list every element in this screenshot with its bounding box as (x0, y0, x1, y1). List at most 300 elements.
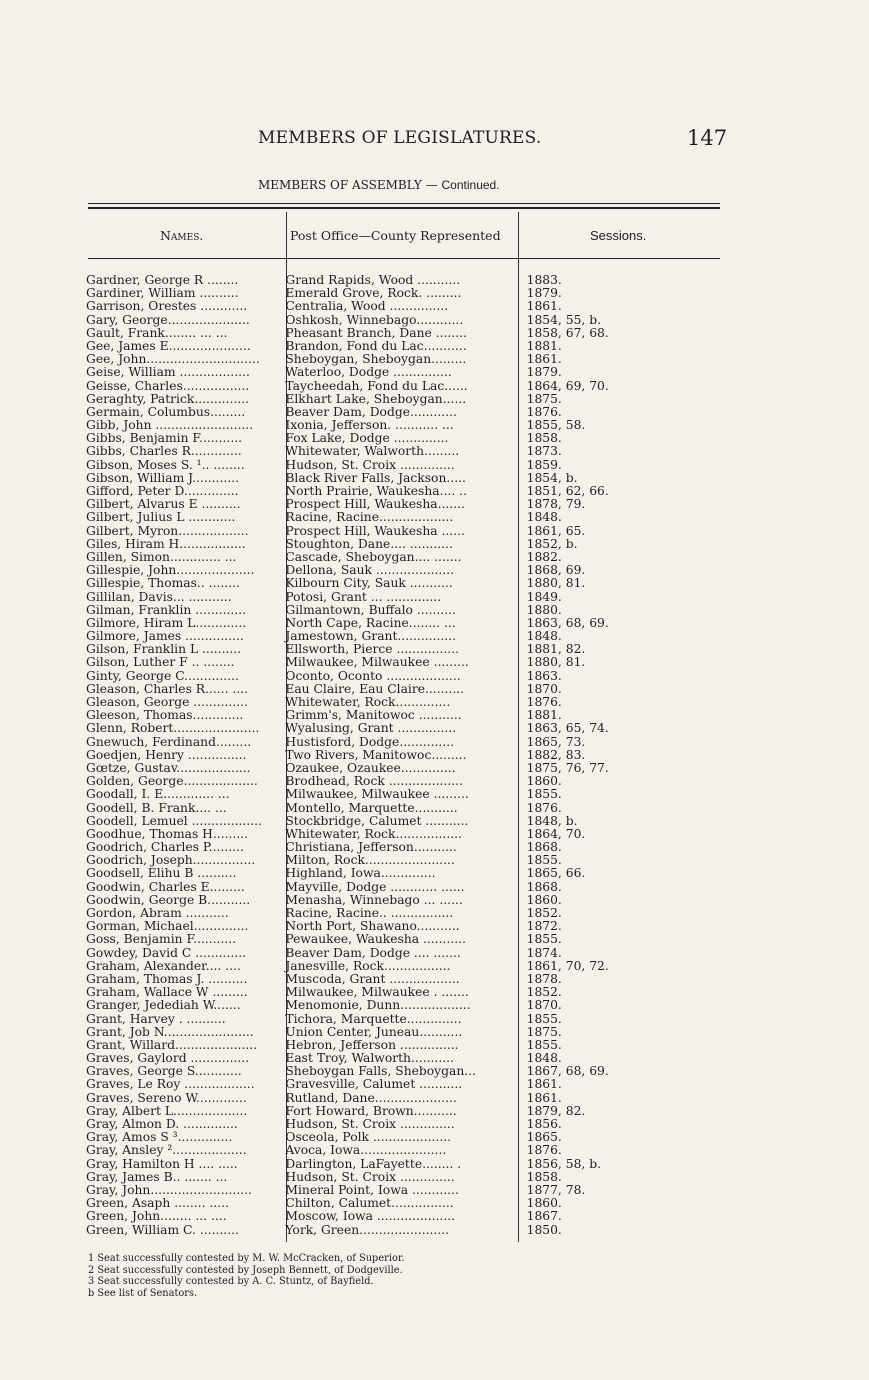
table-row (86, 380, 726, 393)
sessions-cell: 1876. (526, 696, 562, 709)
table-row (86, 683, 726, 696)
post-office-county: Whitewater, Rock.............. (285, 696, 451, 709)
member-name: Gleason, George .............. (86, 696, 248, 709)
post-office-county: North Cape, Racine........ ... (285, 616, 456, 630)
table-row (86, 762, 726, 775)
footnote: b See list of Senators. (88, 1287, 198, 1299)
table-row (86, 485, 726, 498)
sessions-cell: 1848. (526, 511, 562, 525)
member-name: Gibson, Moses S. ¹.. ........ (86, 458, 245, 472)
sessions-cell: 1876. (526, 405, 562, 419)
sessions-cell: 1855. (526, 933, 562, 947)
post-office-county: Brodhead, Rock ................... (285, 775, 463, 789)
member-name: Gifford, Peter D.............. (86, 485, 239, 498)
member-name: Giles, Hiram H................. (86, 537, 246, 551)
sessions-cell: 1873. (526, 445, 562, 459)
table-row (86, 656, 726, 669)
post-office-county: Waterloo, Dodge ............... (285, 366, 452, 380)
table-row (86, 999, 726, 1012)
sessions-cell: 1854, 55, b. (526, 313, 601, 327)
sessions-cell: 1861. (526, 300, 562, 314)
table-row (86, 920, 726, 933)
member-name: Gillen, Simon............. ... (86, 550, 237, 564)
sessions-cell: 1864, 70. (526, 827, 586, 841)
post-office-county: Milwaukee, Milwaukee ......... (285, 788, 469, 802)
sessions-cell: 1879, 82. (526, 1104, 586, 1118)
member-name: Gilmore, Hiram L............. (86, 616, 247, 630)
sessions-cell: 1882, 83. (526, 748, 586, 762)
member-name: Green, William C. .......... (86, 1223, 239, 1237)
post-office-county: Darlington, LaFayette........ . (285, 1157, 462, 1171)
table-row (86, 696, 726, 709)
post-office-county: Muscoda, Grant .................. (285, 972, 460, 986)
table-row (86, 459, 726, 472)
member-name: Green, John........ ... .... (86, 1210, 227, 1224)
member-name: Gillespie, John.................... (86, 564, 255, 578)
post-office-county: Hudson, St. Croix .............. (285, 458, 455, 472)
member-name: Graham, Thomas J. .......... (86, 972, 248, 986)
post-office-county: Jamestown, Grant............... (285, 630, 457, 644)
sessions-cell: 1876. (526, 1144, 562, 1158)
table-row (86, 564, 726, 577)
member-name: Grant, Job N....................... (86, 1025, 254, 1039)
member-name: Green, Asaph ........ ..... (86, 1197, 229, 1211)
post-office-county: Sheboygan, Sheboygan......... (285, 353, 467, 367)
post-office-county: Brandon, Fond du Lac........... (285, 339, 467, 353)
post-office-county: Racine, Racine................... (285, 511, 454, 525)
table-row (86, 1026, 726, 1039)
table-row (86, 274, 726, 287)
table-row (86, 1171, 726, 1184)
sessions-cell: 1861, 70, 72. (526, 959, 609, 973)
header-bottom-rule (88, 258, 720, 259)
table-row (86, 1105, 726, 1118)
table-row (86, 353, 726, 366)
table-row (86, 1158, 726, 1171)
table-row (86, 1210, 726, 1223)
post-office-county: Beaver Dam, Dodge............ (285, 405, 457, 419)
sessions-cell: 1850. (526, 1223, 562, 1237)
post-office-county: Two Rivers, Manitowoc......... (285, 748, 467, 762)
sessions-cell: 1867, 68, 69. (526, 1065, 609, 1079)
table-row (86, 960, 726, 973)
post-office-county: Dellona, Sauk .................... (285, 564, 455, 578)
post-office-county: Hudson, St. Croix .............. (285, 1118, 455, 1131)
top-rule-1 (88, 203, 720, 204)
post-office-county: Gilmantown, Buffalo .......... (285, 603, 456, 617)
post-office-county: Christiana, Jefferson........... (285, 841, 457, 855)
member-name: Graves, Le Roy .................. (86, 1078, 255, 1092)
post-office-county: Rutland, Dane..................... (285, 1091, 457, 1105)
table-row (86, 538, 726, 551)
post-office-county: Eau Claire, Eau Claire.......... (285, 682, 465, 696)
member-name: Gillespie, Thomas.. ........ (86, 577, 240, 591)
table-row (86, 604, 726, 617)
member-name: Geraghty, Patrick.............. (86, 392, 250, 406)
post-office-county: Oshkosh, Winnebago............ (285, 313, 464, 327)
section-subtitle (258, 178, 500, 192)
sessions-cell: 1849. (526, 590, 562, 604)
table-row (86, 327, 726, 340)
member-name: Gibson, William J............ (86, 471, 240, 485)
member-name: Graves, Sereno W............. (86, 1091, 247, 1105)
member-name: Goodell, Lemuel .................. (86, 814, 262, 828)
sessions-cell: 1854, b. (526, 471, 578, 485)
table-row (86, 1118, 726, 1131)
sessions-cell: 1859. (526, 458, 562, 472)
table-row (86, 815, 726, 828)
post-office-county: Prospect Hill, Waukesha....... (285, 498, 465, 512)
member-name: Granger, Jedediah W....... (86, 999, 241, 1013)
table-row (86, 1224, 726, 1237)
post-office-county: Cascade, Sheboygan.... ....... (285, 550, 462, 564)
sessions-cell: 1851, 62, 66. (526, 485, 609, 498)
table-row (86, 393, 726, 406)
sessions-cell: 1860. (526, 775, 562, 789)
post-office-county: Kilbourn City, Sauk ........... (285, 577, 453, 591)
member-name: Gillilan, Davis... ........... (86, 590, 232, 604)
member-name: Goss, Benjamin F........... (86, 933, 237, 947)
table-row (86, 881, 726, 894)
member-name: Goedjen, Henry ............... (86, 748, 247, 762)
post-office-county: Osceola, Polk .................... (285, 1131, 452, 1145)
post-office-county: Pewaukee, Waukesha ........... (285, 933, 466, 947)
member-name: Gardiner, William .......... (86, 287, 239, 301)
post-office-county: Mayville, Dodge ............ ...... (285, 880, 465, 894)
table-row (86, 445, 726, 458)
post-office-county: Gravesville, Calumet ........... (285, 1078, 463, 1092)
member-name: Gray, Albert L................... (86, 1104, 248, 1118)
table-row (86, 300, 726, 313)
sessions-cell: 1865. (526, 1131, 562, 1145)
post-office-county: Stoughton, Dane.... ........... (285, 537, 453, 551)
sessions-cell: 1880. (526, 603, 562, 617)
member-name: Graham, Wallace W ......... (86, 986, 248, 1000)
post-office-county: Avoca, Iowa...................... (285, 1144, 447, 1158)
table-row (86, 854, 726, 867)
sessions-cell: 1855. (526, 1038, 562, 1052)
member-name: Gleason, Charles R...... .... (86, 682, 249, 696)
member-name: Gray, Amos S ³.............. (86, 1131, 233, 1145)
member-name: Gee, James E..................... (86, 339, 251, 353)
column-header-sessions: Sessions. (590, 228, 647, 243)
table-row (86, 933, 726, 946)
post-office-county: North Port, Shawano........... (285, 920, 460, 934)
member-name: Gorman, Michael.............. (86, 920, 249, 934)
table-row (86, 617, 726, 630)
post-office-county: Milwaukee, Milwaukee . ....... (285, 986, 469, 1000)
member-name: Gilson, Franklin L .......... (86, 643, 242, 657)
member-name: Graves, Gaylord ............... (86, 1052, 250, 1066)
member-name: Goodrich, Charles P......... (86, 841, 244, 855)
table-row (86, 525, 726, 538)
member-name: Gilbert, Myron.................. (86, 524, 249, 538)
sessions-cell: 1860. (526, 1197, 562, 1211)
post-office-county: Ellsworth, Pierce ................ (285, 643, 459, 657)
table-row (86, 314, 726, 327)
post-office-county: Whitewater, Walworth......... (285, 445, 460, 459)
sessions-cell: 1861, 65. (526, 524, 586, 538)
member-name: Gray, Ansley ²................... (86, 1144, 247, 1158)
post-office-county: Pheasant Branch, Dane ........ (285, 326, 467, 340)
sessions-cell: 1848. (526, 1052, 562, 1066)
sessions-cell: 1855. (526, 788, 562, 802)
sessions-cell: 1882. (526, 550, 562, 564)
table-row (86, 287, 726, 300)
sessions-cell: 1860. (526, 893, 562, 907)
post-office-county: Moscow, Iowa .................... (285, 1210, 456, 1224)
post-office-county: Beaver Dam, Dodge .... ....... (285, 946, 461, 960)
sessions-cell: 1876. (526, 801, 562, 815)
post-office-county: Whitewater, Rock................. (285, 827, 462, 841)
member-name: Grant, Harvey . .......... (86, 1012, 226, 1026)
sessions-cell: 1883. (526, 274, 562, 287)
member-name: Goodall, I. E............. ... (86, 788, 230, 802)
post-office-county: Sheboygan Falls, Sheboygan... (285, 1065, 476, 1079)
post-office-county: Menomonie, Dunn.................. (285, 999, 471, 1013)
sessions-cell: 1875. (526, 1025, 562, 1039)
table-row (86, 907, 726, 920)
table-row (86, 340, 726, 353)
table-row (86, 867, 726, 880)
sessions-cell: 1881. (526, 339, 562, 353)
member-name: Gnewuch, Ferdinand......... (86, 735, 252, 749)
post-office-county: Mineral Point, Iowa ............ (285, 1183, 459, 1197)
table-row (86, 591, 726, 604)
footnote: 2 Seat successfully contested by Joseph Bennett, of Dodgeville. (88, 1264, 403, 1276)
table-row (86, 973, 726, 986)
member-name: Gilson, Luther F .. ........ (86, 656, 235, 670)
post-office-county: Racine, Racine.. ................ (285, 907, 454, 920)
table-row (86, 577, 726, 590)
sessions-cell: 1855, 58. (526, 419, 586, 433)
table-row (86, 432, 726, 445)
member-name: Gilbert, Alvarus E .......... (86, 498, 241, 512)
sessions-cell: 1868, 69. (526, 564, 586, 578)
member-name: Geisse, Charles................. (86, 379, 250, 393)
member-name: Golden, George................... (86, 775, 258, 789)
post-office-county: Black River Falls, Jackson..... (285, 471, 466, 485)
sessions-cell: 1870. (526, 999, 562, 1013)
sessions-cell: 1874. (526, 946, 562, 960)
sessions-cell: 1875, 76, 77. (526, 761, 609, 775)
member-name: Germain, Columbus......... (86, 405, 246, 419)
post-office-county: Wyalusing, Grant ............... (285, 722, 457, 736)
member-name: Gordon, Abram ........... (86, 907, 229, 920)
member-name: Gardner, George R ........ (86, 274, 239, 287)
sessions-cell: 1855. (526, 1012, 562, 1026)
post-office-county: Prospect Hill, Waukesha ...... (285, 524, 465, 538)
sessions-cell: 1865, 66. (526, 867, 586, 881)
sessions-cell: 1881. (526, 709, 562, 723)
sessions-cell: 1879. (526, 366, 562, 380)
member-name: Graves, George S............ (86, 1065, 242, 1079)
sessions-cell: 1858. (526, 432, 562, 446)
post-office-county: Fort Howard, Brown........... (285, 1104, 457, 1118)
column-header-names: Names. (160, 228, 204, 243)
footnotes (88, 1253, 405, 1299)
post-office-county: Ozaukee, Ozaukee.............. (285, 761, 456, 775)
subtitle-main: MEMBERS OF ASSEMBLY — (258, 178, 438, 192)
member-name: Graham, Alexander.... .... (86, 959, 241, 973)
sessions-cell: 1852. (526, 907, 562, 920)
sessions-cell: 1858, 67, 68. (526, 326, 609, 340)
table-row (86, 947, 726, 960)
member-name: Gibbs, Benjamin F........... (86, 432, 243, 446)
table-row (86, 1013, 726, 1026)
post-office-county: York, Green....................... (285, 1223, 450, 1237)
top-rule-2 (88, 207, 720, 209)
table-row (86, 472, 726, 485)
sessions-cell: 1848, b. (526, 814, 578, 828)
sessions-cell: 1863, 65, 74. (526, 722, 609, 736)
member-name: Gray, Hamilton H .... ..... (86, 1157, 238, 1171)
member-name: Garrison, Orestes ............ (86, 300, 248, 314)
table-row (86, 1078, 726, 1091)
page-number: 147 (687, 126, 728, 150)
post-office-county: Highland, Iowa.............. (285, 867, 436, 881)
table-row (86, 511, 726, 524)
member-name: Gœtze, Gustav................... (86, 761, 251, 775)
member-name: Gray, Almon D. .............. (86, 1118, 238, 1131)
table-row (86, 788, 726, 801)
sessions-cell: 1848. (526, 630, 562, 644)
table-row (86, 498, 726, 511)
table-row (86, 1144, 726, 1157)
sessions-cell: 1855. (526, 854, 562, 868)
post-office-county: Chilton, Calumet................ (285, 1197, 454, 1211)
table-row (86, 1092, 726, 1105)
member-name: Gee, John............................. (86, 353, 260, 367)
post-office-county: Taycheedah, Fond du Lac...... (285, 379, 468, 393)
member-name: Grant, Willard..................... (86, 1038, 258, 1052)
sessions-cell: 1858. (526, 1170, 562, 1184)
sessions-cell: 1852. (526, 986, 562, 1000)
member-name: Goodsell, Elihu B .......... (86, 867, 237, 881)
table-row (86, 406, 726, 419)
table-row (86, 709, 726, 722)
sessions-cell: 1861. (526, 1078, 562, 1092)
member-name: Goodrich, Joseph................ (86, 854, 256, 868)
sessions-cell: 1867. (526, 1210, 562, 1224)
table-row (86, 1131, 726, 1144)
post-office-county: Montello, Marquette........... (285, 801, 458, 815)
post-office-county: Menasha, Winnebago ... ...... (285, 893, 463, 907)
post-office-county: Potosi, Grant ... .............. (285, 590, 442, 604)
post-office-county: Stockbridge, Calumet ........... (285, 814, 469, 828)
member-name: Goodwin, George B........... (86, 893, 251, 907)
post-office-county: Hebron, Jefferson ............... (285, 1038, 459, 1052)
member-name: Gilmore, James ............... (86, 630, 244, 644)
sessions-cell: 1863, 68, 69. (526, 616, 609, 630)
table-row (86, 1197, 726, 1210)
sessions-cell: 1878. (526, 972, 562, 986)
sessions-cell: 1878, 79. (526, 498, 586, 512)
post-office-county: Elkhart Lake, Sheboygan...... (285, 392, 467, 406)
member-name: Gary, George..................... (86, 313, 250, 327)
post-office-county: Hustisford, Dodge.............. (285, 735, 455, 749)
sessions-cell: 1856, 58, b. (526, 1157, 601, 1171)
post-office-county: Grand Rapids, Wood ........... (285, 274, 461, 287)
table-row (86, 749, 726, 762)
member-name: Gilman, Franklin ............. (86, 603, 247, 617)
footnote: 1 Seat successfully contested by M. W. McCracken, of Superior. (88, 1253, 405, 1264)
sessions-cell: 1872. (526, 920, 562, 934)
footnote: 3 Seat successfully contested by A. C. Stuntz, of Bayfield. (88, 1276, 374, 1288)
post-office-county: Fox Lake, Dodge .............. (285, 432, 449, 446)
table-row (86, 894, 726, 907)
table-row (86, 670, 726, 683)
table-row (86, 841, 726, 854)
member-name: Gilbert, Julius L ............ (86, 511, 236, 525)
sessions-cell: 1880, 81. (526, 577, 586, 591)
sessions-cell: 1868. (526, 841, 562, 855)
post-office-county: Grimm's, Manitowoc ........... (285, 709, 462, 723)
post-office-county: Union Center, Juneau........... (285, 1025, 463, 1039)
sessions-cell: 1881, 82. (526, 643, 586, 657)
post-office-county: Milwaukee, Milwaukee ......... (285, 656, 469, 670)
post-office-county: Janesville, Rock................. (285, 959, 451, 973)
sessions-cell: 1861. (526, 353, 562, 367)
post-office-county: Centralia, Wood ............... (285, 300, 449, 314)
post-office-county: Emerald Grove, Rock. ......... (285, 287, 462, 301)
table-row (86, 419, 726, 432)
member-name: Gibbs, Charles R............. (86, 445, 242, 459)
sessions-cell: 1861. (526, 1091, 562, 1105)
sessions-cell: 1877, 78. (526, 1183, 586, 1197)
table-row (86, 775, 726, 788)
member-name: Gowdey, David C ............. (86, 946, 247, 960)
table-row (86, 1039, 726, 1052)
table-row (86, 643, 726, 656)
member-name: Glenn, Robert...................... (86, 722, 260, 736)
page-title: MEMBERS OF LEGISLATURES. (258, 128, 542, 148)
post-office-county: Milton, Rock....................... (285, 854, 455, 868)
post-office-county: East Troy, Walworth........... (285, 1052, 454, 1066)
table-row (86, 736, 726, 749)
sessions-cell: 1865, 73. (526, 735, 586, 749)
member-name: Goodwin, Charles E......... (86, 880, 245, 894)
table-row (86, 1052, 726, 1065)
table-row (86, 722, 726, 735)
post-office-county: Oconto, Oconto ................... (285, 669, 461, 683)
sessions-cell: 1864, 69, 70. (526, 379, 609, 393)
members-table (86, 274, 726, 1237)
table-row (86, 828, 726, 841)
sessions-cell: 1852, b. (526, 537, 578, 551)
sessions-cell: 1868. (526, 880, 562, 894)
member-name: Gault, Frank........ ... ... (86, 326, 228, 340)
sessions-cell: 1880, 81. (526, 656, 586, 670)
post-office-county: North Prairie, Waukesha.... .. (285, 485, 467, 498)
sessions-cell: 1870. (526, 682, 562, 696)
member-name: Goodhue, Thomas H......... (86, 827, 249, 841)
member-name: Gleeson, Thomas............. (86, 709, 244, 723)
post-office-county: Ixonia, Jefferson. ........... ... (285, 419, 454, 433)
post-office-county: Tichora, Marquette.............. (285, 1012, 462, 1026)
table-row (86, 366, 726, 379)
sessions-cell: 1875. (526, 392, 562, 406)
member-name: Ginty, George C.............. (86, 669, 239, 683)
table-row (86, 1184, 726, 1197)
table-row (86, 986, 726, 999)
sessions-cell: 1863. (526, 669, 562, 683)
sessions-cell: 1879. (526, 287, 562, 301)
member-name: Geise, William .................. (86, 366, 250, 380)
table-row (86, 630, 726, 643)
member-name: Goodell, B. Frank.... ... (86, 801, 227, 815)
subtitle-continued: Continued. (441, 178, 500, 192)
